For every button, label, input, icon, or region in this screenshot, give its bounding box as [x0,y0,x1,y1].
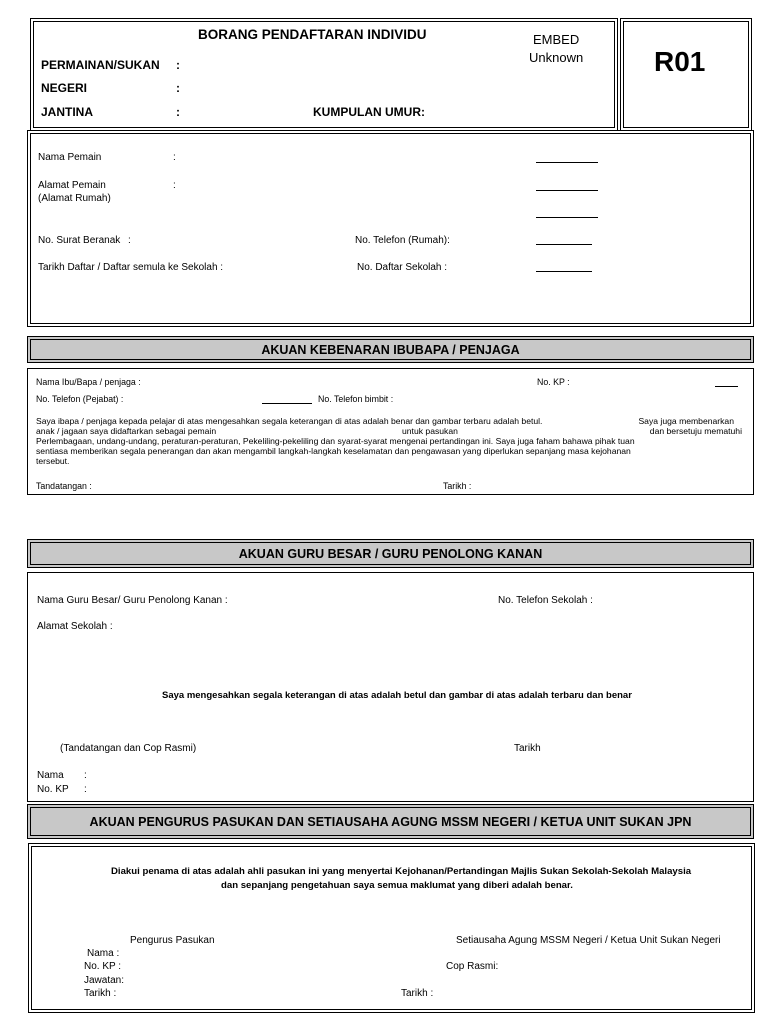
section-heading-ibubapa [27,336,754,363]
label-tarikh-ibubapa: Tarikh : [443,481,472,491]
label-alamat-pemain: Alamat Pemain [38,180,106,191]
colon-negeri: : [176,81,180,95]
label-tarikh-daftar: Tarikh Daftar / Daftar semula ke Sekolah : [38,262,224,273]
label-no-kp-pengurus: No. KP : [84,961,122,972]
embed-line-1: EMBED [533,32,580,47]
heading-ibubapa-text: AKUAN KEBENARAN IBUBAPA / PENJAGA [261,342,520,357]
label-cop-rasmi: Cop Rasmi: [446,961,499,972]
label-pengurus-pasukan: Pengurus Pasukan [130,935,215,946]
label-jantina: JANTINA [41,105,94,119]
colon-no-kp-guru: : [84,784,87,795]
label-setiausaha-agung: Setiausaha Agung MSSM Negeri / Ketua Unit Sukan Negeri [456,935,721,946]
label-alamat-rumah: (Alamat Rumah) [38,193,111,204]
line-no-daftar [536,271,592,272]
declaration-line-2c: dan bersetuju mematuhi [649,426,742,436]
label-nama-ibubapa: Nama Ibu/Bapa / penjaga : [36,377,141,387]
colon-nama-pemain: : [173,152,176,163]
label-tandatangan-ibubapa: Tandatangan : [36,481,92,491]
label-tandatangan-cop: (Tandatangan dan Cop Rasmi) [60,743,197,754]
label-no-kp-guru: No. KP [37,784,69,795]
colon-surat-beranak: : [128,235,131,246]
label-telefon-bimbit: No. Telefon bimbit : [318,394,394,404]
colon-jantina: : [176,105,180,119]
line-nama-pemain [536,162,598,163]
pengurus-diakui-line-2: dan sepanjang pengetahuan saya semua maklumat yang diberi adalah benar. [221,880,573,891]
ibubapa-declaration [36,416,742,466]
form-code: R01 [654,46,706,77]
embed-line-2: Unknown [529,50,584,65]
label-surat-beranak: No. Surat Beranak [38,235,121,246]
declaration-line-1a: Saya ibapa / penjaga kepada pelajar di atas mengesahkan segala keterangan di atas adalah benar dan gambar terbaru adalah betul. [36,416,543,426]
form-title: BORANG PENDAFTARAN INDIVIDU [198,27,427,42]
label-nama-guru: Nama [37,770,64,781]
declaration-line-2a: anak / jagaan saya didaftarkan sebagai pemain [36,426,217,436]
label-telefon-sekolah: No. Telefon Sekolah : [498,595,593,606]
line-telefon-rumah [536,244,592,245]
label-nama-pemain: Nama Pemain [38,152,102,163]
declaration-line-4: sentiasa memberikan segala penerangan dan akan mengambil langkah-langkah keselamatan dan pengawasan yang diperlukan sepanjang masa kejohanan [36,446,631,456]
colon-sukan: : [176,58,180,72]
label-nama-guru-besar: Nama Guru Besar/ Guru Penolong Kanan : [37,595,228,606]
pengurus-diakui-line-1: Diakui penama di atas adalah ahli pasukan ini yang menyertai Kejohanan/Pertandingan Majlis Sukan Sekolah-Sekolah Malaysia [111,866,692,877]
line-alamat-1 [536,190,598,191]
player-section-box [27,130,754,327]
label-tarikh-setiausaha: Tarikh : [401,988,434,999]
declaration-line-5: tersebut. [36,456,70,466]
declaration-line-1b: Saya juga membenarkan [638,416,734,426]
label-kumpulan-umur: KUMPULAN UMUR: [313,105,425,119]
label-jawatan-pengurus: Jawatan: [84,975,125,986]
line-telefon-pejabat [262,403,312,404]
line-no-kp-ibubapa [715,386,738,387]
line-alamat-2 [536,217,598,218]
section-heading-pengurus [27,804,754,839]
declaration-line-2b: untuk pasukan [402,426,458,436]
guru-pengesahan: Saya mengesahkan segala keterangan di atas adalah betul dan gambar di atas adalah terbaru dan benar [162,690,632,701]
label-no-daftar: No. Daftar Sekolah : [357,262,448,273]
heading-guru-text: AKUAN GURU BESAR / GURU PENOLONG KANAN [238,546,543,561]
colon-nama-guru: : [84,770,87,781]
label-alamat-sekolah: Alamat Sekolah : [37,621,113,632]
label-no-kp-ibubapa: No. KP : [537,377,570,387]
section-heading-guru [27,539,754,568]
label-sukan: PERMAINAN/SUKAN [41,58,160,72]
label-negeri: NEGERI [41,81,88,95]
label-telefon-rumah: No. Telefon (Rumah): [355,235,450,246]
label-tarikh-guru: Tarikh [514,743,541,754]
label-nama-pengurus: Nama : [87,948,120,959]
declaration-line-3: Perlembagaan, undang-undang, peraturan-peraturan, Pekeliling-pekeliling dan syarat-syarat mengenai pertandingan ini. Saya juga faham bahawa pihak tuan [36,436,635,446]
guru-section-box [27,572,754,802]
label-telefon-pejabat: No. Telefon (Pejabat) : [36,394,124,404]
heading-pengurus-text: AKUAN PENGURUS PASUKAN DAN SETIAUSAHA AGUNG MSSM NEGERI / KETUA UNIT SUKAN JPN [89,814,692,829]
label-tarikh-pengurus: Tarikh : [84,988,117,999]
colon-alamat-pemain: : [173,180,176,191]
